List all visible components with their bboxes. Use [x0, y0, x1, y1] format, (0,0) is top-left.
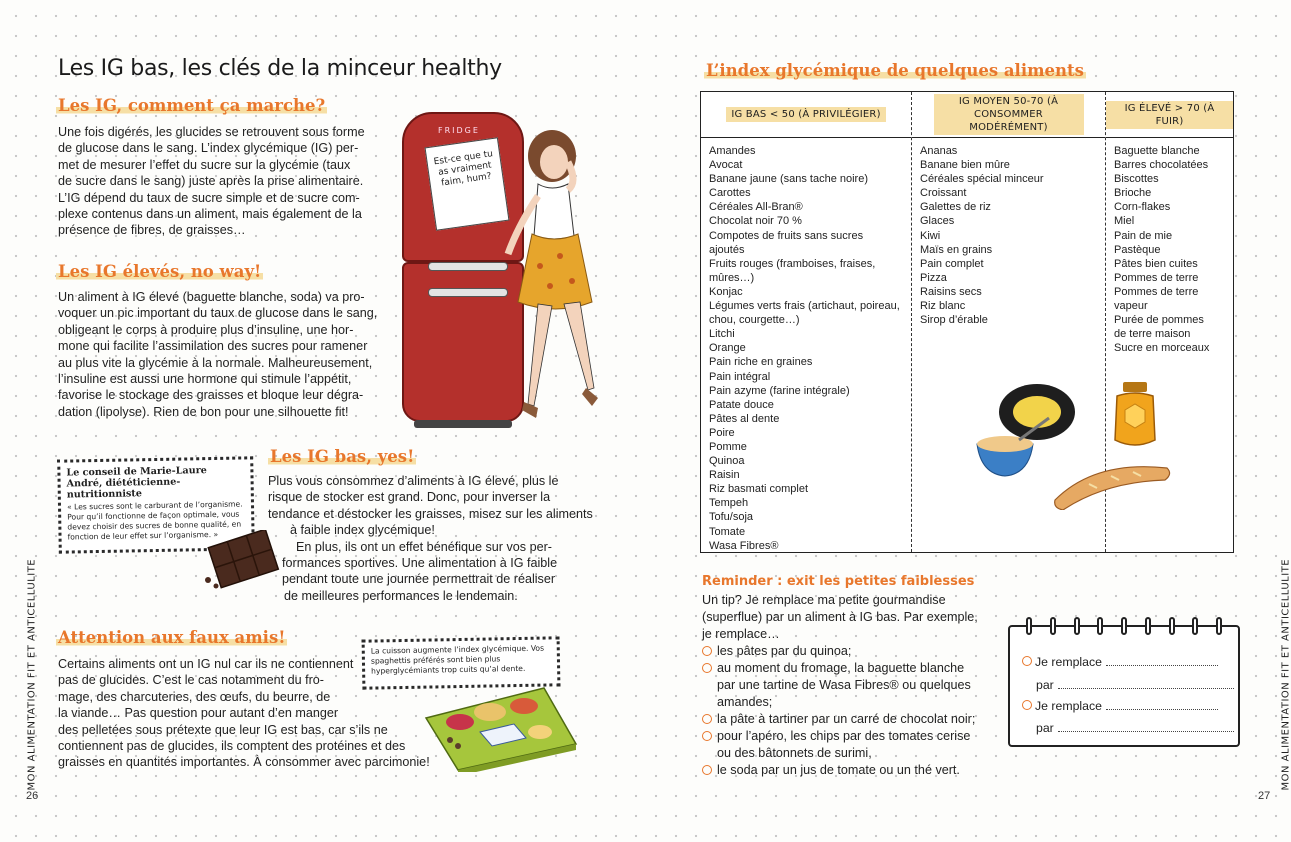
food-item: de terre maison	[1114, 328, 1191, 341]
food-item: Riz basmati complet	[709, 483, 809, 496]
food-item: Pain complet	[920, 257, 984, 270]
food-item: Konjac	[709, 285, 743, 298]
text-line: plexe contenus dans un aliment, mais également de la	[58, 207, 362, 222]
food-item: ajoutés	[709, 243, 745, 256]
right-page	[646, 0, 1291, 842]
fridge-brand: FRIDGE	[438, 126, 480, 135]
food-item: Pommes de terre	[1114, 285, 1199, 298]
food-item: Légumes verts frais (artichaut, poireau,	[709, 300, 900, 313]
aperitif-tray-illustration	[420, 662, 580, 772]
food-item: Banane bien mûre	[920, 159, 1010, 172]
text-line: des pelletées sous prétexte que leur IG est bas, car s’ils ne	[58, 722, 388, 737]
reminder-line: le soda par un jus de tomate ou un thé vert.	[717, 763, 960, 777]
glycemic-index-table	[700, 91, 1234, 553]
right-side-label: MON ALIMENTATION FIT ET ANTICELLULITE	[1280, 558, 1291, 791]
notepad-line-replace-1[interactable]: Je remplace	[1022, 655, 1218, 669]
food-item: Litchi	[709, 328, 735, 341]
notepad-line-by-2[interactable]: par	[1036, 721, 1234, 735]
text-line: pendant toute une journée permettrait de réaliser	[282, 572, 556, 587]
text-line: voquer un pic important du taux de glucose dans le sang,	[58, 306, 378, 321]
food-item: Wasa Fibres®	[709, 539, 779, 552]
food-item: Sirop d’érable	[920, 314, 988, 327]
food-item: Glaces	[920, 215, 955, 228]
text-line: Certains aliments ont un IG nul car ils ne contiennent	[58, 657, 354, 671]
column-low-ig	[701, 92, 911, 552]
reminder-line: pour l’apéro, les chips par des tomates cerise	[717, 729, 971, 743]
text-line: de glucose dans le sang. L’index glycémique (IG) per-	[58, 141, 359, 156]
text-line: Plus vous consommez d’aliments à IG élevé, plus le	[268, 474, 559, 488]
medium-ig-list	[920, 144, 1101, 327]
food-item: Pâtes bien cuites	[1114, 257, 1198, 270]
food-item: Brioche	[1114, 187, 1152, 200]
food-item: Pain azyme (farine intégrale)	[709, 384, 850, 397]
food-item: Pommes de terre	[1114, 271, 1199, 284]
food-item: Pain de mie	[1114, 229, 1173, 242]
reminder-intro	[702, 592, 988, 643]
food-item: Barres chocolatées	[1114, 159, 1209, 172]
text-line: mone qui facilite l’assimilation des sucres pour ramener	[58, 339, 368, 354]
text-line: dation (lipolyse). Rien de bon pour une silhouette fit!	[58, 404, 349, 419]
reminder-line: la pâte à tartiner par un carré de chocolat noir;	[717, 712, 976, 726]
food-item: Raisins secs	[920, 285, 982, 298]
baguette-illustration	[1049, 460, 1175, 510]
text-line: Une fois digérés, les glucides se retrouvent sous forme	[58, 125, 365, 139]
text-line: obligeant le corps à produire plus d’insuline, une hor-	[58, 322, 354, 337]
circle-bullet-icon	[702, 731, 712, 741]
high-ig-list	[1114, 144, 1229, 355]
text-line: formances sportives. Une alimentation à IG faible	[282, 556, 558, 571]
food-item: Biscottes	[1114, 173, 1159, 186]
food-item: Orange	[709, 342, 746, 355]
food-item: Patate douce	[709, 398, 774, 411]
column-header-low: IG BAS < 50 (À PRIVILÉGIER)	[726, 107, 885, 122]
reminder-item	[702, 643, 992, 660]
reminder-item	[702, 762, 992, 779]
reminder-line: au moment du fromage, la baguette blanche	[717, 661, 965, 675]
left-page-number: 26	[26, 790, 39, 802]
food-item: Tofu/soja	[709, 511, 754, 524]
text-line: à faible index glycémique!	[290, 523, 435, 538]
reminder-title: Reminder : exit les petites faiblesses	[702, 574, 975, 589]
food-item: Pastèque	[1114, 243, 1161, 256]
text-line: pas de glucides. C’est le cas notamment du fro-	[58, 673, 324, 688]
food-item: Kiwi	[920, 229, 941, 242]
text-line: Un aliment à IG élevé (baguette blanche, soda) va pro-	[58, 290, 365, 304]
food-item: Pâtes al dente	[709, 412, 780, 425]
circle-bullet-icon	[702, 663, 712, 673]
food-item: Maïs en grains	[920, 243, 993, 256]
expert-tip-quote: « Les sucres sont le carburant de l’organisme. Pour qu’il fonctionne de façon optimale, vous devez choisir des sucres de bonne qualité, en fonction de leur effet sur l’organisme. »	[66, 499, 243, 542]
reminder-list	[702, 643, 992, 779]
text-line: tendance et déstocker les graisses, misez sur les aliments	[268, 506, 593, 521]
food-item: mûres…)	[709, 271, 755, 284]
table-title: L’index glycémique de quelques aliments	[706, 61, 1084, 80]
woman-illustration	[490, 126, 610, 456]
food-item: Céréales All-Bran®	[709, 201, 803, 214]
text-line: graisses en quantités importantes. À consommer avec parcimonie!	[58, 755, 430, 770]
page-title: Les IG bas, les clés de la minceur healthy	[58, 56, 502, 81]
notepad	[1008, 625, 1240, 747]
honey-jar-illustration	[1111, 380, 1159, 450]
text-line: au plus vite la glycémie à la normale. Malheureusement,	[58, 355, 373, 370]
text-line: (superflue) par un aliment à IG bas. Par exemple,	[702, 610, 978, 624]
notepad-line-by-1[interactable]: par	[1036, 678, 1234, 692]
food-item: Corn-flakes	[1114, 201, 1171, 214]
reminder-item	[702, 660, 992, 711]
food-item: Quinoa	[709, 455, 745, 468]
low-ig-list	[709, 144, 907, 553]
food-item: Riz blanc	[920, 300, 966, 313]
food-item: Baguette blanche	[1114, 145, 1200, 157]
food-item: chou, courgette…)	[709, 314, 800, 327]
text-line: je remplace…	[702, 627, 780, 641]
food-item: Avocat	[709, 159, 743, 172]
heading-ig-high: Les IG élevés, no way!	[58, 262, 262, 281]
reminder-line: ou des bâtonnets de surimi,	[717, 746, 872, 760]
left-side-label: MON ALIMENTATION FIT ET ANTICELLULITE	[26, 558, 38, 791]
paragraph-ig-low	[268, 473, 593, 604]
text-line: contiennent pas de glucides, ils comptent des protéines et des	[58, 739, 406, 754]
cooking-note-box: La cuisson augmente l’index glycémique. Vos spaghettis préférés sont bien plus hyperglycémiants trop cuits qu’al dente.	[362, 636, 561, 689]
food-item: Amandes	[709, 145, 756, 157]
food-item: Miel	[1114, 215, 1135, 228]
expert-tip-title: Le conseil de Marie-Laure André, diététicienne-nutritionniste	[66, 465, 207, 501]
food-item: Carottes	[709, 187, 751, 200]
food-item: Banane jaune (sans tache noire)	[709, 173, 868, 186]
paragraph-ig-how	[58, 124, 376, 239]
column-header-medium: IG MOYEN 50-70 (À CONSOMMER MODÉRÉMENT)	[934, 94, 1084, 135]
food-item: Compotes de fruits sans sucres	[709, 229, 864, 242]
heading-false-friends: Attention aux faux amis!	[58, 628, 286, 647]
text-line: de meilleures performances le lendemain.	[284, 588, 518, 603]
fridge-note: Est-ce que tu as vraiment faim, hum?	[425, 137, 510, 230]
food-item: Pizza	[920, 271, 947, 284]
heading-ig-how: Les IG, comment ça marche?	[58, 96, 326, 115]
text-line: Un tip? Je remplace ma petite gourmandise	[702, 593, 946, 607]
food-item: Pomme	[709, 440, 747, 453]
text-line: de sucre dans le sang) juste après la prise alimentaire.	[58, 174, 364, 189]
reminder-item	[702, 728, 992, 762]
food-item: Pain intégral	[709, 370, 771, 383]
food-item: Galettes de riz	[920, 201, 991, 214]
reminder-item	[702, 711, 992, 728]
food-item: Croissant	[920, 187, 967, 200]
paragraph-ig-high	[58, 289, 376, 420]
text-line: la viande… Pas question pour autant d’en manger	[58, 706, 339, 721]
reminder-line: amandes;	[717, 695, 773, 709]
text-line: l’insuline est aussi une hormone qui stimule l’appétit,	[58, 372, 352, 387]
food-item: Céréales spécial minceur	[920, 173, 1044, 186]
text-line: En plus, ils ont un effet bénéfique sur vos per-	[296, 539, 552, 554]
text-line: mage, des charcuteries, des œufs, du beurre, de	[58, 689, 331, 704]
text-line: L’IG dépend du taux de sucre simple et de sucre com-	[58, 190, 360, 205]
reminder-line: les pâtes par du quinoa;	[717, 644, 852, 658]
text-line: présence de fibres, de graisses…	[58, 223, 246, 238]
circle-bullet-icon	[702, 646, 712, 656]
heading-ig-low: Les IG bas, yes!	[270, 447, 415, 466]
food-item: Pain riche en graines	[709, 356, 813, 369]
reminder-line: par une tartine de Wasa Fibres® ou quelques	[717, 678, 971, 692]
food-item: Fruits rouges (framboises, fraises,	[709, 257, 876, 270]
text-line: risque de stocker est grand. Donc, pour inverser la	[268, 490, 551, 505]
circle-bullet-icon	[702, 714, 712, 724]
food-item: Poire	[709, 426, 735, 439]
food-item: Ananas	[920, 145, 958, 157]
food-item: Chocolat noir 70 %	[709, 215, 802, 228]
right-page-number: 27	[1258, 790, 1271, 802]
column-header-high: IG ÉLEVÉ > 70 (À FUIR)	[1106, 101, 1233, 129]
notepad-line-replace-2[interactable]: Je remplace	[1022, 699, 1218, 713]
circle-bullet-icon	[702, 765, 712, 775]
food-item: Raisin	[709, 469, 740, 482]
food-item: Tempeh	[709, 497, 749, 510]
food-item: Tomate	[709, 525, 746, 538]
food-item: Sucre en morceaux	[1114, 342, 1210, 355]
food-item: vapeur	[1114, 300, 1148, 313]
text-line: favorise le stockage des graisses et bloque leur dégra-	[58, 388, 364, 403]
text-line: met de mesurer l’effet du sucre sur la glycémie (taux	[58, 157, 351, 172]
food-item: Purée de pommes	[1114, 314, 1204, 327]
